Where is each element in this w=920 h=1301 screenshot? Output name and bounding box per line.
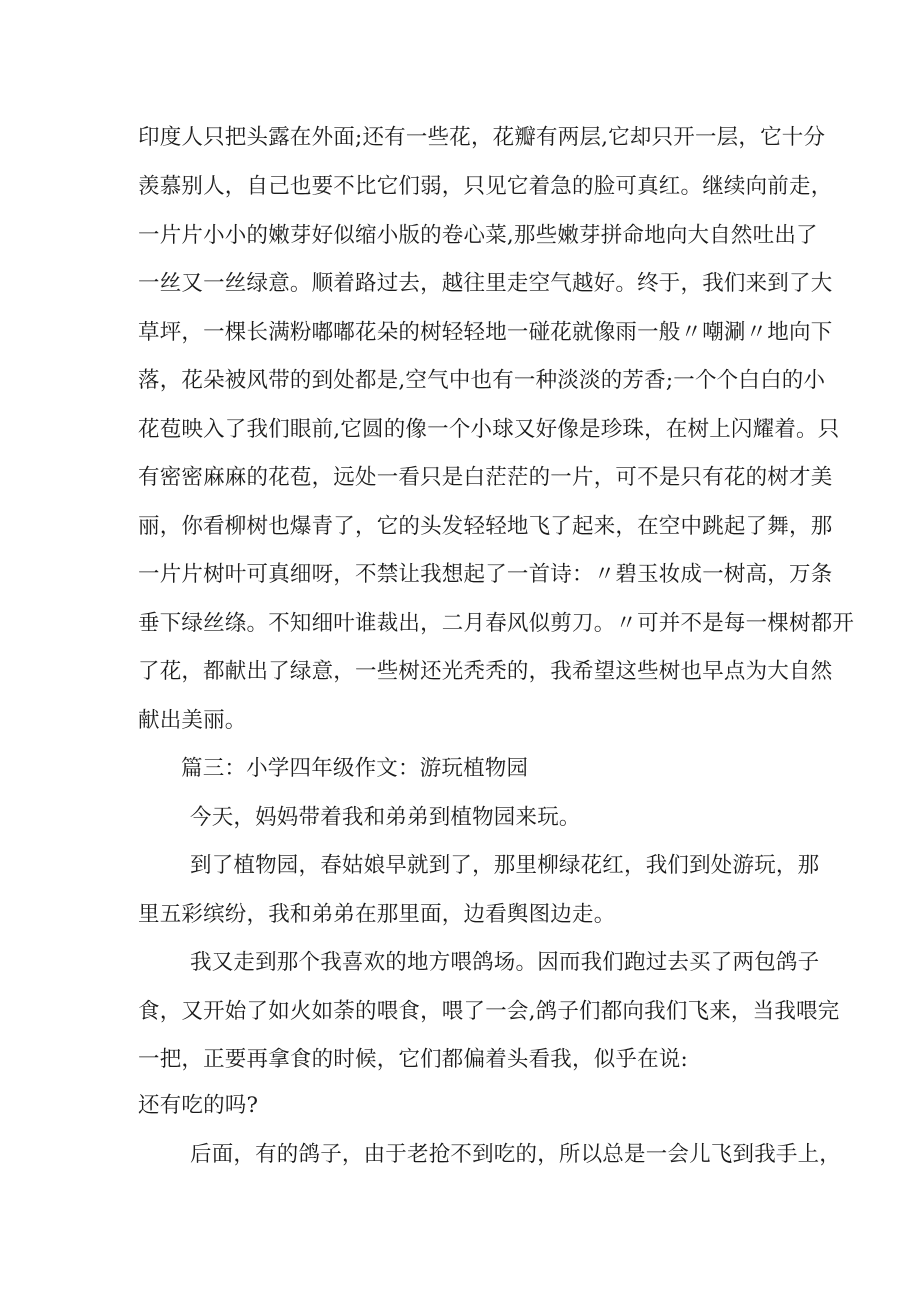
text-line: 印度人只把头露在外面;还有一些花，花瓣有两层,它却只开一层，它十分 (138, 125, 826, 150)
text-line: 我又走到那个我喜欢的地方喂鸽场。因而我们跑过去买了两包鸽子 (190, 950, 820, 975)
text-line: 花苞映入了我们眼前,它圆的像一个小球又好像是珍珠，在树上闪耀着。只 (138, 417, 840, 442)
text-line: 还有吃的吗? (138, 1093, 259, 1118)
text-line: 落，花朵被风带的到处都是,空气中也有一种淡淡的芳香;一个个白白的小 (138, 368, 826, 393)
text-line: 后面，有的鸽子，由于老抢不到吃的，所以总是一会儿飞到我手上， (190, 1142, 842, 1167)
text-line: 一丝又一丝绿意。顺着路过去，越往里走空气越好。终于，我们来到了大 (138, 271, 833, 296)
text-line: 里五彩缤纷，我和弟弟在那里面，边看舆图边走。 (138, 902, 616, 927)
text-line: 一把，正要再拿食的时候，它们都偏着头看我，似乎在说: (138, 1047, 688, 1072)
text-line: 今天，妈妈带着我和弟弟到植物园来玩。 (190, 805, 581, 830)
text-line: 垂下绿丝绦。不知细叶谁裁出，二月春风似剪刀。〃可并不是每一棵树都开 (138, 611, 855, 636)
text-line: 有密密麻麻的花苞，远处一看只是白茫茫的一片，可不是只有花的树才美 (138, 465, 833, 490)
text-line: 丽，你看柳树也爆青了，它的头发轻轻地飞了起来，在空中跳起了舞，那 (138, 514, 833, 539)
text-line: 到了植物园，春姑娘早就到了，那里柳绿花红，我们到处游玩，那 (190, 853, 820, 878)
text-line: 一片片小小的嫩芽好似缩小版的卷心菜,那些嫩芽拼命地向大自然吐出了 (138, 223, 818, 248)
text-line: 食，又开始了如火如荼的喂食，喂了一会,鸽子们都向我们飞来，当我喂完 (138, 999, 840, 1024)
section-heading: 篇三：小学四年级作文：游玩植物园 (181, 756, 529, 781)
text-line: 一片片树叶可真细呀，不禁让我想起了一首诗：〃碧玉妆成一树高，万条 (138, 562, 833, 587)
text-line: 了花，都献出了绿意，一些树还光秃秃的，我希望这些树也早点为大自然 (138, 659, 833, 684)
text-line: 草坪，一棵长满粉嘟嘟花朵的树轻轻地一碰花就像雨一般〃嘲涮〃地向下 (138, 320, 833, 345)
text-line: 羡慕别人，自己也要不比它们弱，只见它着急的脸可真红。继续向前走， (138, 174, 833, 199)
text-line: 献出美丽。 (138, 708, 247, 733)
